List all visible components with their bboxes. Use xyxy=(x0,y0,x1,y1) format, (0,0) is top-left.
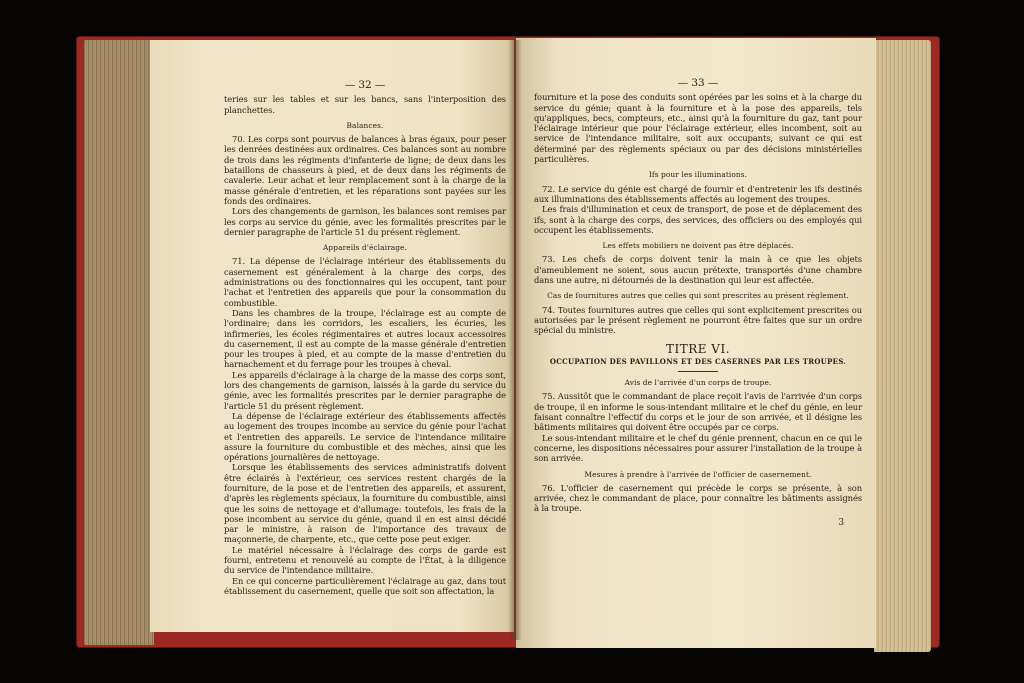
section-heading: Les effets mobiliers ne doivent pas être déplacés. xyxy=(602,241,794,251)
page-number: — 32 — xyxy=(344,79,386,91)
left-page xyxy=(150,40,514,632)
book-gutter xyxy=(508,40,522,640)
section-heading: Appareils d'éclairage. xyxy=(323,243,407,253)
section-heading: Ifs pour les illuminations. xyxy=(648,170,748,180)
paragraph: Lors des changements de garnison, les balances sont remises par les corps au service du génie, avec les formalités prescrites par le dernier paragraphe de l'article 51 du présent règlement. xyxy=(224,206,506,237)
article-70: 70. Les corps sont pourvus de balances à bras égaux, pour peser les denrées destinées aux ordinaires. Ces balances sont au nombre de trois dans les régiments d'infanterie de ligne; de deux dans les bataillons de chasseurs à pied, et de deux dans les régiments de cavalerie. Leur achat et leur remplacement sont à la charge de la masse générale d'entretien, et les réparations sont payées sur les fonds des ordinaires. xyxy=(224,134,506,206)
paragraph: Dans les chambres de la troupe, l'éclairage est au compte de l'ordinaire; dans les corridors, les escaliers, les écuries, les infirmeries, les écoles régimentaires et autres locaux accessoires du casernement, il est au compte de la masse générale d'entretien pour les troupes à pied, et au compte de la masse d'entretien du harnachement et du ferrage pour les troupes à cheval. xyxy=(224,307,506,370)
paragraph: Les frais d'illumination et ceux de transport, de pose et de déplacement des ifs, sont à la charge des corps, des services, des officiers ou des employés qui occupent les établissements. xyxy=(534,204,862,235)
section-heading: Balances. xyxy=(346,120,384,130)
paragraph: fourniture et la pose des conduits sont opérées par les soins et à la charge du service du génie; quant à la fourniture et à la pose des appareils, tels qu'appliques, becs, compteurs, etc., ainsi qu'à la fourniture du gaz, tant pour l'éclairage intérieur que pour l'éclairage extérieur, elles incombent, soit au service de l'intendance militaire, soit aux occupants, suivant ce qui est déterminé par des règlements spéciaux ou par des décisions ministérielles particulières. xyxy=(534,92,862,165)
title-subheading: OCCUPATION DES PAVILLONS ET DES CASERNES PAR LES TROUPES. xyxy=(549,356,847,366)
page-edges-left xyxy=(84,40,154,645)
paragraph: En ce qui concerne particulièrement l'éclairage au gaz, dans tout établissement du casernement, quelle que soit son affectation, la xyxy=(224,575,506,596)
paragraph: Lorsque les établissements des services administratifs doivent être éclairés à l'extérieur, ces services restent chargés de la fourniture, de la pose et de l'entretien des appareils, et assurent, d'après les règlements spéciaux, la fourniture du combustible, ainsi que les soins de nettoyage et d'allumage: toutefois, les frais de la pose incombent au service du génie, quand il en est ainsi décidé par le ministre, à raison de l'importance des travaux de maçonnerie, de charpente, etc., que cette pose peut exiger. xyxy=(224,462,506,545)
section-heading: Cas de fournitures autres que celles qui sont prescrites au présent règlement. xyxy=(547,291,849,301)
right-page xyxy=(516,38,876,648)
paragraph: La dépense de l'éclairage extérieur des établissements affectés au logement des troupes incombe au service du génie pour l'achat et l'entretien des appareils. Le service de l'intendance militaire assure la fourniture du combustible et des mèches, ainsi que les opérations journalières de nettoyage. xyxy=(224,410,506,463)
paragraph: Le matériel nécessaire à l'éclairage des corps de garde est fourni, entretenu et renouvelé au compte de l'État, à la diligence du service de l'intendance militaire. xyxy=(224,544,506,576)
page-number: — 33 — xyxy=(677,77,719,89)
article-72: 72. Le service du génie est chargé de fournir et d'entretenir les ifs destinés aux illuminations des établissements affectés au logement des troupes. xyxy=(534,183,862,204)
divider xyxy=(678,371,718,372)
paragraph: Le sous-intendant militaire et le chef du génie prennent, chacun en ce qui le concerne, les dispositions nécessaires pour assurer l'installation de la troupe à son arrivée. xyxy=(534,432,862,464)
section-heading: Mesures à prendre à l'arrivée de l'officier de casernement. xyxy=(584,469,812,479)
paragraph: Les appareils d'éclairage à la charge de la masse des corps sont, lors des changements de garnison, laissés à la garde du service du génie, avec les formalités prescrites par le dernier paragraphe de l'article 51 du présent règlement. xyxy=(224,369,506,411)
article-71: 71. La dépense de l'éclairage intérieur des établissements du casernement est généralement à la charge des corps, des administrations ou des fonctionnaires qui les occupent, tant pour l'achat et l'entretien des appareils que pour la consommation du combustible. xyxy=(224,256,506,308)
article-74: 74. Toutes fournitures autres que celles qui sont explicitement prescrites ou autorisées par le présent règlement ne pourront être faites que sur un ordre spécial du ministre. xyxy=(534,304,862,336)
article-73: 73. Les chefs de corps doivent tenir la main à ce que les objets d'ameublement ne soient, sous aucun prétexte, transportés d'une chambre dans une autre, ni détournés de la destination qui leur est affectée. xyxy=(534,254,862,286)
signature-mark: 3 xyxy=(838,517,844,528)
page-edges-right xyxy=(874,40,931,652)
article-75: 75. Aussitôt que le commandant de place reçoit l'avis de l'arrivée d'un corps de troupe, il en informe le sous-intendant militaire et le chef du génie, en leur faisant connaître l'effectif du corps et le jour de son arrivée, et il désigne les bâtiments militaires qui doivent être occupés par ce corps. xyxy=(534,391,862,433)
article-76: 76. L'officier de casernement qui précède le corps se présente, à son arrivée, chez le commandant de place, pour connaître les bâtiments assignés à la troupe. xyxy=(534,482,862,514)
right-page-text xyxy=(534,78,862,640)
left-page-text xyxy=(224,80,506,624)
section-heading: Avis de l'arrivée d'un corps de troupe. xyxy=(624,378,772,388)
paragraph: teries sur les tables et sur les bancs, sans l'interposition des planchettes. xyxy=(224,94,506,115)
title-heading: TITRE VI. xyxy=(665,341,731,356)
